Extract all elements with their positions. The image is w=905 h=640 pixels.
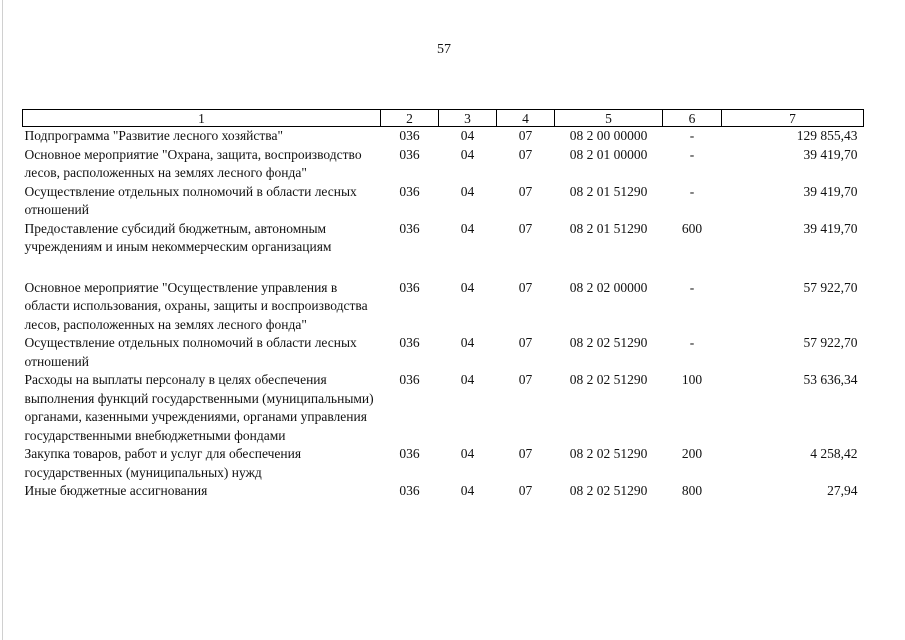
- row-code-grbs: 036: [399, 128, 420, 143]
- column-header-2: 2: [381, 110, 439, 127]
- row-name: Расходы на выплаты персоналу в целях обеспечения выполнения функций государственными (муниципальными) органами, казенными учреждениями, органами управления государственными внебюджетными фондами: [24, 372, 374, 443]
- row-name: Основное мероприятие "Осуществление управления в области использования, охраны, защиты и воспроизводства лесов, расположенных на землях лесного фонда": [24, 279, 368, 332]
- row-code-csr: 08 2 01 00000: [569, 146, 648, 162]
- row-spacer: [23, 257, 864, 279]
- row-sum: 57 922,70: [803, 279, 858, 295]
- table-header: [23, 110, 864, 127]
- table-row: [23, 146, 864, 183]
- row-code-csr: 08 2 02 51290: [569, 335, 648, 350]
- row-code-csr: 08 2 00 00000: [569, 128, 648, 143]
- row-code-rz: 04: [460, 128, 475, 143]
- column-header-5: 5: [555, 110, 663, 127]
- column-header-7: 7: [722, 110, 864, 127]
- row-code-vr: -: [689, 128, 695, 143]
- row-code-rz: 04: [460, 220, 475, 236]
- row-name: Предоставление субсидий бюджетным, автономным учреждениям и иным некоммерческим организациям: [24, 220, 332, 254]
- row-code-csr: 08 2 02 00000: [569, 279, 648, 295]
- row-code-csr: 08 2 02 51290: [569, 483, 648, 498]
- column-header-4: 4: [497, 110, 555, 127]
- row-code-csr: 08 2 02 51290: [569, 446, 648, 461]
- table-body: [23, 127, 864, 501]
- row-sum: 129 855,43: [796, 128, 858, 143]
- row-sum: 27,94: [827, 483, 858, 498]
- row-code-vr: -: [689, 183, 695, 199]
- row-code-vr: -: [689, 279, 695, 295]
- row-sum: 39 419,70: [803, 146, 858, 162]
- row-code-vr: 100: [681, 372, 703, 387]
- row-sum: 39 419,70: [803, 220, 858, 236]
- row-code-grbs: 036: [399, 335, 420, 350]
- row-sum: 39 419,70: [803, 183, 858, 199]
- row-code-vr: -: [689, 335, 695, 350]
- row-code-vr: 200: [681, 446, 703, 461]
- row-code-csr: 08 2 01 51290: [569, 183, 648, 199]
- row-code-grbs: 036: [399, 483, 420, 498]
- column-header-6: 6: [663, 110, 722, 127]
- row-code-rz: 04: [460, 372, 475, 387]
- row-code-vr: 800: [681, 483, 703, 498]
- row-code-pr: 07: [518, 372, 533, 387]
- table-row: [23, 482, 864, 501]
- row-name: Иные бюджетные ассигнования: [24, 483, 208, 498]
- row-sum: 57 922,70: [803, 335, 858, 350]
- row-code-csr: 08 2 01 51290: [569, 220, 648, 236]
- row-code-pr: 07: [518, 128, 533, 143]
- row-code-rz: 04: [460, 483, 475, 498]
- row-code-rz: 04: [460, 183, 475, 199]
- table-row: [23, 445, 864, 482]
- row-name: Осуществление отдельных полномочий в области лесных отношений: [24, 183, 357, 217]
- page-number: 57: [437, 42, 451, 57]
- scan-edge-line: [2, 0, 3, 640]
- table-row: [23, 183, 864, 220]
- column-header-1: 1: [23, 110, 381, 127]
- table-row: [23, 334, 864, 371]
- row-code-pr: 07: [518, 279, 533, 295]
- row-code-csr: 08 2 02 51290: [569, 372, 648, 387]
- row-code-vr: 600: [681, 220, 703, 236]
- table-row: [23, 279, 864, 335]
- row-sum: 53 636,34: [803, 372, 858, 387]
- row-code-grbs: 036: [399, 220, 420, 236]
- row-code-pr: 07: [518, 183, 533, 199]
- row-code-rz: 04: [460, 279, 475, 295]
- row-code-grbs: 036: [399, 279, 420, 295]
- row-code-pr: 07: [518, 483, 533, 498]
- row-code-pr: 07: [518, 335, 533, 350]
- row-code-rz: 04: [460, 146, 475, 162]
- row-code-grbs: 036: [399, 146, 420, 162]
- row-spacer-cell: [23, 257, 864, 279]
- row-code-grbs: 036: [399, 446, 420, 461]
- row-code-grbs: 036: [399, 372, 420, 387]
- row-code-pr: 07: [518, 220, 533, 236]
- row-name: Осуществление отдельных полномочий в области лесных отношений: [24, 335, 357, 369]
- row-name: Подпрограмма "Развитие лесного хозяйства": [24, 128, 283, 143]
- row-code-pr: 07: [518, 146, 533, 162]
- column-header-3: 3: [439, 110, 497, 127]
- row-code-rz: 04: [460, 335, 475, 350]
- row-code-vr: -: [689, 146, 695, 162]
- row-name: Основное мероприятие "Охрана, защита, воспроизводство лесов, расположенных на землях лесного фонда": [24, 146, 362, 180]
- row-code-rz: 04: [460, 446, 475, 461]
- row-sum: 4 258,42: [810, 446, 858, 461]
- row-name: Закупка товаров, работ и услуг для обеспечения государственных (муниципальных) нужд: [24, 446, 302, 480]
- budget-table: [22, 109, 864, 501]
- table-row: [23, 127, 864, 146]
- row-code-pr: 07: [518, 446, 533, 461]
- table-row: [23, 220, 864, 257]
- row-code-grbs: 036: [399, 183, 420, 199]
- header-row: [23, 110, 864, 127]
- table-row: [23, 371, 864, 445]
